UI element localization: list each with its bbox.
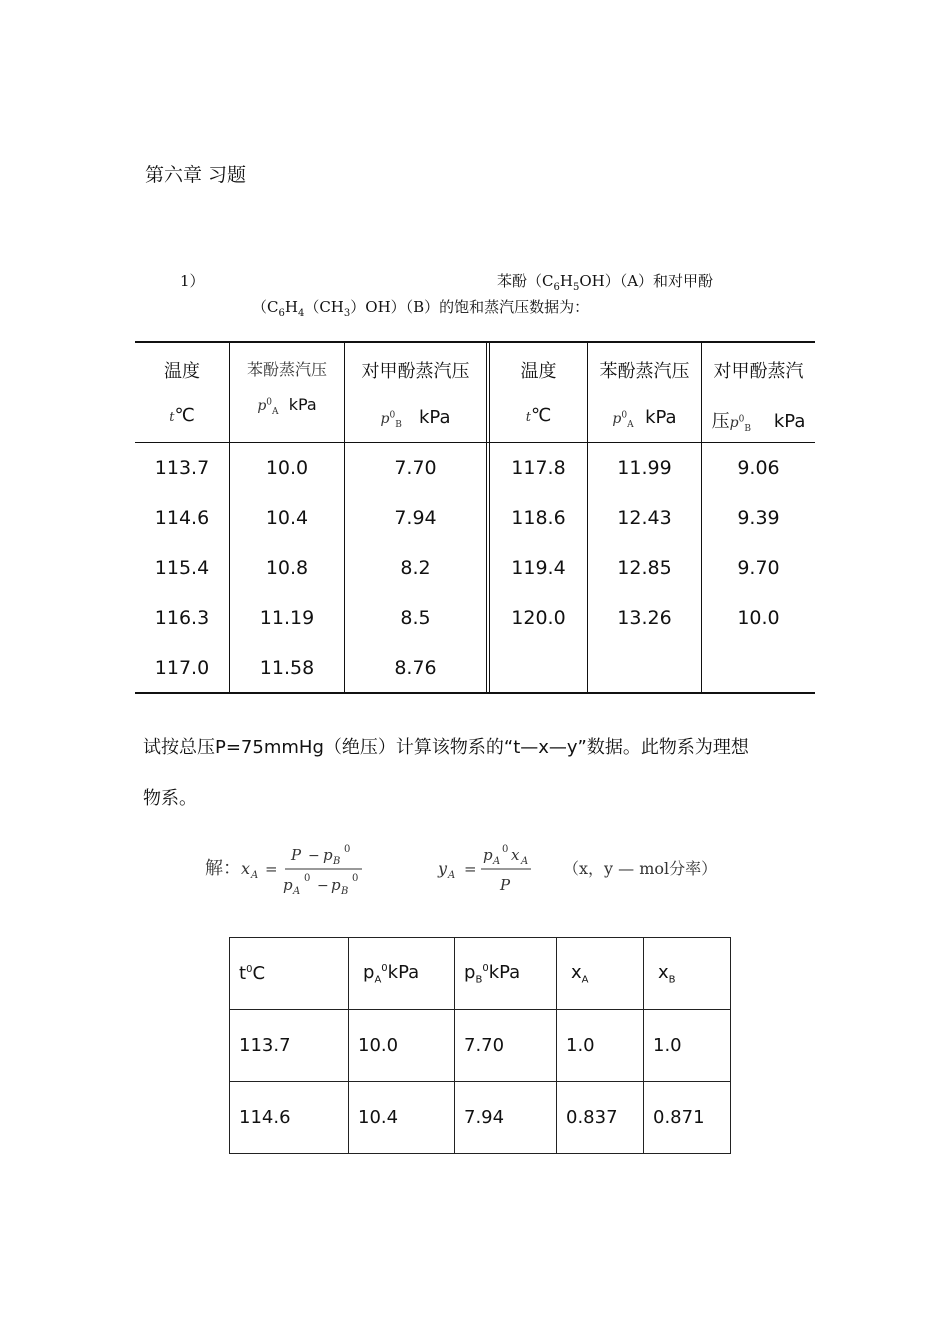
cell-pA: 10.4: [265, 507, 309, 529]
table-row: [230, 1010, 731, 1082]
sub-a: A: [493, 856, 501, 867]
header-cell-pB: $p_B^0kPa$: [455, 938, 557, 1010]
var-p: p: [483, 846, 493, 864]
table-row: [230, 938, 731, 1010]
question-text-line1: 苯酚$(C_6H_5OH)(A)$和对甲酚: [497, 272, 714, 293]
cell-pA: 10.0: [349, 1010, 455, 1082]
cell-pB: 7.94: [394, 507, 437, 529]
cell-pA: 12.85: [617, 557, 672, 579]
problem-statement-cont: 物系。: [143, 788, 197, 809]
table-row: [230, 1082, 731, 1154]
cell-xB: 0.871: [644, 1082, 731, 1154]
header-phenol-vp: 苯酚蒸汽压: [246, 360, 327, 379]
header-cell-pA: $p_A^0kPa$: [349, 938, 455, 1010]
cell-temp: 113.7: [230, 1010, 349, 1082]
cell-temp: 115.4: [154, 557, 210, 579]
sup-zero: 0: [304, 873, 311, 884]
cell-pB: 8.2: [400, 557, 431, 579]
header-phenol-vp-unit: $p^0_A$ kPa: [257, 395, 317, 417]
header-cresol-vp-unit: $p^0_B$ kPa: [380, 407, 451, 430]
formula-svg: [205, 840, 765, 910]
header-cell-xB: $x_B$: [644, 938, 731, 1010]
cell-pA: 12.43: [617, 507, 672, 529]
page-title: 第六章 习题: [145, 164, 247, 186]
header-cresol-vp: 对甲酚蒸汽压: [361, 361, 470, 382]
sup-zero: 0: [352, 873, 359, 884]
header-cell-xA: $x_A$: [557, 938, 644, 1010]
equals: =: [265, 860, 278, 878]
sub-a: A: [448, 870, 456, 881]
cell-pB: 8.5: [400, 607, 431, 629]
header-cresol-vp-unit-2: 压$p^0_B$ kPa: [711, 411, 806, 434]
sub-a: A: [251, 870, 259, 881]
var-p: p: [331, 876, 341, 894]
cell-pB: 9.70: [737, 557, 780, 579]
minus: −: [308, 848, 320, 864]
cell-pA: 11.19: [259, 607, 315, 629]
cell-temp: 113.7: [154, 457, 210, 479]
sub-a: A: [521, 856, 529, 867]
cell-temp: 117.0: [154, 657, 210, 679]
var-x: x: [241, 859, 251, 878]
cell-pA: 10.4: [349, 1082, 455, 1154]
cell-pB: 10.0: [737, 607, 780, 629]
cell-pB: 9.06: [737, 457, 780, 479]
header-temperature: 温度: [164, 361, 200, 382]
sub-b: B: [333, 856, 341, 867]
solution-formula: [205, 840, 765, 910]
cell-xA: 0.837: [557, 1082, 644, 1154]
sup-zero: 0: [502, 844, 509, 855]
cell-pA: 10.8: [265, 557, 309, 579]
table-header-rule: [135, 442, 815, 443]
cell-xA: 1.0: [557, 1010, 644, 1082]
equals: =: [464, 860, 477, 878]
formula-note: （x，y — mol分率）: [563, 859, 718, 878]
sub-a: A: [293, 886, 301, 897]
var-p: p: [323, 846, 333, 864]
var-p: p: [283, 876, 293, 894]
cell-pA: 11.58: [259, 657, 315, 679]
problem-statement: 试按总压P=75mmHg（绝压）计算该物系的“t—x—y”数据。此物系为理想: [143, 737, 749, 758]
question-number: 1）: [180, 272, 205, 290]
cell-temp: 114.6: [230, 1082, 349, 1154]
sub-b: B: [341, 886, 349, 897]
header-phenol-vp-2: 苯酚蒸汽压: [599, 361, 690, 382]
cell-pB: 7.70: [455, 1010, 557, 1082]
cell-pA: 10.0: [265, 457, 309, 479]
minus: −: [317, 878, 329, 894]
header-phenol-vp-unit-2: $p^0_A$ kPa: [612, 407, 677, 430]
cell-temp: 120.0: [511, 607, 566, 629]
header-cresol-vp-2: 对甲酚蒸汽: [713, 361, 804, 382]
var-y: y: [438, 859, 448, 878]
cell-xB: 1.0: [644, 1010, 731, 1082]
question-text-line2: $(C_6H_4(CH_3)OH)(B)$的饱和蒸汽压数据为：: [252, 298, 590, 319]
var-P: P: [291, 846, 302, 864]
header-cell-t: $t^0C$: [230, 938, 349, 1010]
column-divider: [486, 341, 487, 694]
cell-pA: 11.99: [617, 457, 672, 479]
formula-label: 解：: [205, 858, 241, 879]
header-temperature-unit-2: t℃: [525, 405, 552, 426]
cell-temp: 114.6: [154, 507, 210, 529]
cell-pB: 7.70: [394, 457, 437, 479]
table-top-rule: [135, 341, 815, 343]
header-temperature-2: 温度: [520, 361, 557, 382]
cell-pB: 8.76: [394, 657, 437, 679]
cell-temp: 118.6: [511, 507, 566, 529]
cell-temp: 116.3: [154, 607, 210, 629]
cell-pB: 9.39: [737, 507, 780, 529]
header-temperature-unit: t℃: [169, 405, 195, 426]
var-P: P: [500, 876, 511, 894]
sup-zero: 0: [344, 844, 351, 855]
table-bottom-rule: [135, 692, 815, 694]
var-x: x: [511, 846, 520, 864]
vapor-pressure-table: [135, 341, 815, 694]
cell-temp: 119.4: [511, 557, 566, 579]
cell-pB: 7.94: [455, 1082, 557, 1154]
cell-temp: 117.8: [511, 457, 566, 479]
cell-pA: 13.26: [617, 607, 672, 629]
result-table: [229, 937, 731, 1154]
